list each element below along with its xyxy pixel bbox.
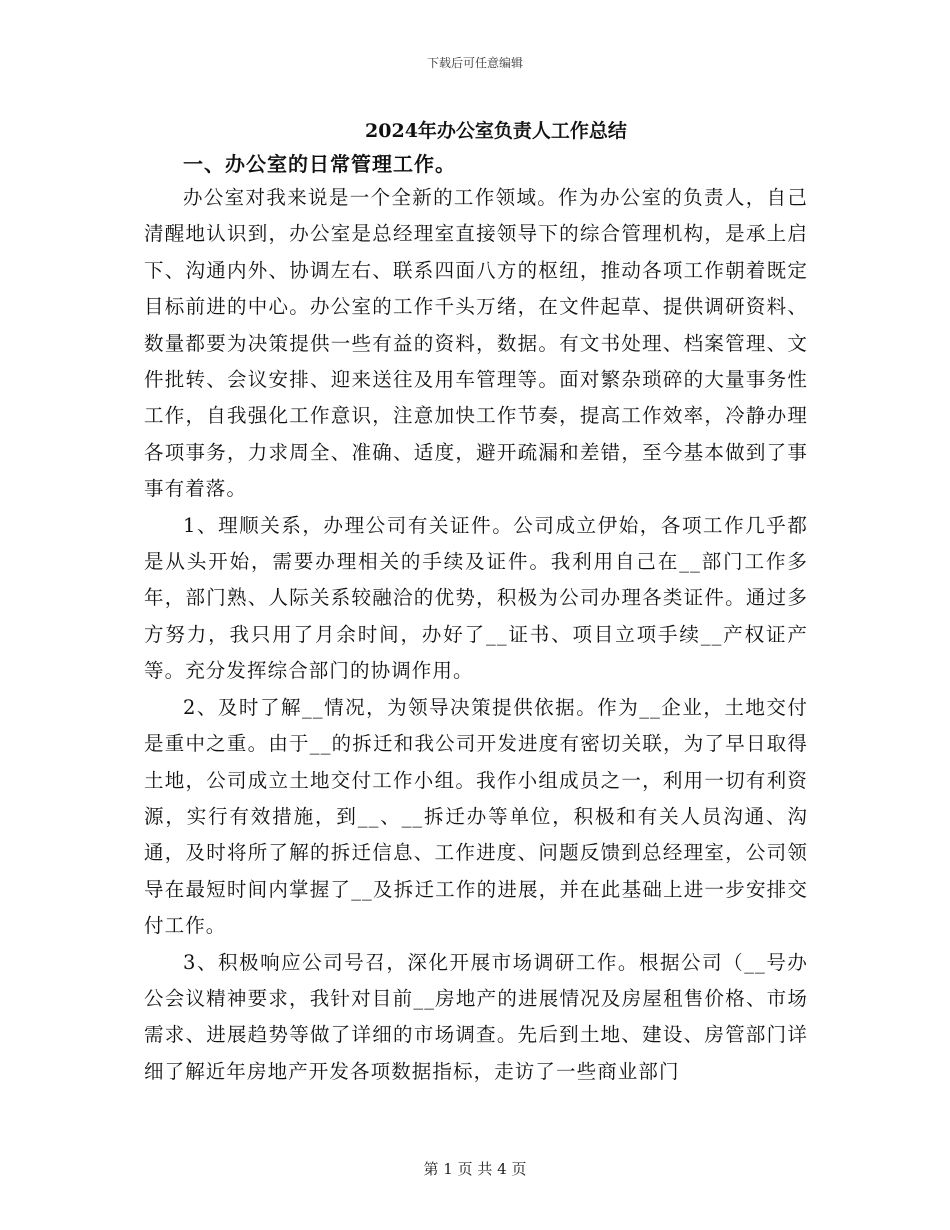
document-title: 2024年办公室负责人工作总结 [365, 120, 627, 142]
paragraph: 办公室对我来说是一个全新的工作领域。作为办公室的负责人，自己清醒地认识到，办公室是总经理室直接领导下的综合管理机构，是承上启下、沟通内外、协调左右、联系四面八方的枢纽，推动各项工作朝着既定目标前进的中心。办公室的工作千头万绪，在文件起草、提供调研资料、数量都要为决策提供一些有益的资料，数据。有文书处理、档案管理、文件批转、会议安排、迎来送往及用车管理等。面对繁杂琐碎的大量事务性工作，自我强化工作意识，注意加快工作节奏，提高工作效率，冷静办理各项事务，力求周全、准确、适度，避开疏漏和差错，至今基本做到了事事有着落。 [144, 186, 808, 501]
paragraph: 2、及时了解__情况，为领导决策提供依据。作为__企业，土地交付是重中之重。由于__的拆迁和我公司开发进度有密切关联，为了早日取得土地，公司成立土地交付工作小组。我作小组成员之一，利用一切有利资源，实行有效措施，到__、__拆迁办等单位，积极和有关人员沟通、沟通，及时将所了解的拆迁信息、工作进度、问题反馈到总经理室，公司领导在最短时间内掌握了__及拆迁工作的进展，并在此基础上进一步安排交付工作。 [144, 695, 808, 938]
header-note: 下载后可任意编辑 [426, 56, 523, 70]
section-heading: 一、办公室的日常管理工作。 [183, 152, 456, 176]
paragraph: 3、积极响应公司号召，深化开展市场调研工作。根据公司（__号办公会议精神要求，我针对目前__房地产的进展情况及房屋租售价格、市场需求、进展趋势等做了详细的市场调查。先后到土地、建设、房管部门详细了解近年房地产开发各项数据指标，走访了一些商业部门 [144, 950, 808, 1083]
document-body [144, 180, 808, 1090]
paragraph: 1、理顺关系，办理公司有关证件。公司成立伊始，各项工作几乎都是从头开始，需要办理相关的手续及证件。我利用自己在__部门工作多年，部门熟、人际关系较融洽的优势，积极为公司办理各类证件。通过多方努力，我只用了月余时间，办好了__证书、项目立项手续__产权证产等。充分发挥综合部门的协调作用。 [144, 513, 808, 683]
page-footer: 第 1 页 共 4 页 [423, 1160, 527, 1178]
